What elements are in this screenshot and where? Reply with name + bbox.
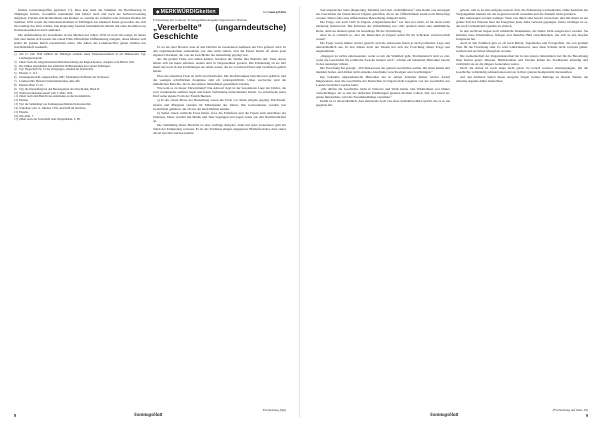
publication-logo-right: Sonntagsblatt [430, 413, 459, 418]
footnote-number: 4) [14, 67, 17, 72]
footnote-text: Zeitzeugenbericht, aufgezeichnet 1987, Manuskript im Besitz des Verfassers. [19, 75, 110, 80]
paragraph: „Dagegen ist nichts einzuwenden, wenn es um die Wahrheit geht. Problematisch wird es erst, wenn die Geschichte für politische Zwecke benutzt wird“, schrieb ein bekannter Historiker bereits in den neunziger Jahren. [316, 53, 450, 66]
paragraph: Der bekannte ungarndeutsche Historiker hat in seinen Arbeiten immer wieder darauf hingewiesen, dass die Geschichte der Deutschen in Ungarn nicht losgelöst von der Geschichte des Landes betrachtet werden kann. [316, 74, 450, 87]
footnote-text: Zitiert nach dem Bericht des Amtmanns an die Kreisbehörde. [19, 94, 92, 99]
right-page-column-2 [456, 8, 588, 406]
byline-author: Georg Kritz [268, 9, 286, 14]
article-headline: „Vererbelte“ (ungarndeutsche) Geschichte [153, 22, 286, 42]
footnote-text: Ebenda. [19, 98, 29, 103]
paragraph: Die Aufarbeitung der Geschichte in den Medien des Jahres 1932 ist noch im Gange. In dieser Zeit aber hatten sich bereits die ersten Fälle öffentlicher Diffamierung ereignet, deren Muster sich später im ganzen Reich wiederholen sollte. Die Akten des Landesarchivs geben darüber nur bruchstückhaft Auskunft. [14, 32, 146, 49]
footnote-number: 7) [14, 78, 17, 83]
paragraph: Es ist ein alter Brauch, dass in den Dörfern zu besonderen Anlässen ein Fest gefeiert wird. In den ungarndeutschen Gemeinden war dies nicht anders, und die Feiern hatten oft einen ganz eigenen Charakter, der von der Geschichte der Ansiedlung geprägt war. [153, 44, 286, 57]
footnote-text: Zitiert nach der Festschrift zum Ortsjubiläum, S. 88. [19, 117, 81, 122]
footnote-text: Stadtverordnetenprotokoll vom 3. März 1932. [19, 90, 74, 95]
paragraph: Über die einzelnen Feste ist nicht viel überliefert. Die Dorfchroniken berichten nur spärlich, und die wenigen schriftlichen Zeugnisse sind oft widersprüchlich. Umso wertvoller sind die mündlichen Berichte, die in den letzten Jahrzehnten gesammelt wurden. [153, 73, 286, 86]
page-number-right: 9 [585, 413, 588, 418]
footnote-text: Zitiert nach der zeitgenössischen Berichterstattung der Regionalpresse, Ausgabe vom Herbst 1931. [19, 59, 136, 64]
footnote-text: Ebenda, S. 14 f. [19, 71, 38, 76]
footnote-number: 8) [14, 82, 17, 87]
footnote-text: Wie Anm. 7. [19, 113, 34, 118]
publication-logo-left: Sonntagsblatt [134, 413, 163, 418]
paragraph: Die Gemeinschaft der Ungarndeutschen hat in den letzten Jahrzehnten viel für die Bewahrung ihrer Kultur getan. Museen, Heimatstuben und Vereine halten die Traditionen lebendig und vermitteln sie an die jüngere Generation weiter. [456, 53, 588, 66]
right-page-column-1 [316, 8, 450, 406]
paragraph: finalen Generalangriffen gipfelten 17). Dies aber hielt die Stimmen der Bevölkerung in Thüringen zurück, woraufhin Gemeinden und Dörfer nach und nach die Selbstverwaltung aufgaben. Fanden sich Rednerinnen und Redner, so wurden sie verhaftet oder mussten fliehen. Im Sommer 1932 waren die Nationalsozialisten in Thüringen zur stärksten Partei geworden, die sich im Landtag das Wort erteilte. Die Regierung Sauckel übernahm die Macht mit einer Koalition aus Nationalsozialisten und Landbund. [14, 8, 146, 33]
footnote-number: 17) [14, 117, 18, 122]
paragraph: Doch die Arbeit ist noch lange nicht getan. Es bedarf weiterer Anstrengungen, um die Geschichte vollständig aufzuarbeiten und sie in ihrer ganzen Komplexität darzustellen. [456, 66, 588, 75]
paragraph: Die Zeitzeugen werden weniger. Viele von ihnen sind bereits verstorben, und mit ihnen ist ein großer Teil des Wissens über die Ereignisse jener Jahre verloren gegangen. Umso wichtiger ist es, die noch vorhandenen Quellen zu sichern. [456, 16, 588, 29]
paragraph: Von ungarischer Seite (Regierung, Medien) wird mit „Schönfärberei“ eine Reihe von Aussagen zur Geschichte der Deutschen in Ungarn getroffen, die in der Öffentlichkeit kaum noch hinterfragt werden. Dabei wäre eine differenzierte Betrachtung dringend nötig. [316, 8, 450, 21]
footnote-text: Die Zahlen entstammen den amtlichen Wahlstatistiken des Landes Thüringen. [19, 63, 111, 68]
continuation-note-right: (Fortsetzung auf Seite 10) [552, 408, 588, 412]
paragraph: Wie kam es zu dieser Entwicklung? Die Antwort liegt in der besonderen Lage der Dörfer, die weit voneinander entfernt lagen und kaum Verbindung untereinander hatten. So entwickelte jedes Dorf seine eigene Form der Feierlichkeiten. [153, 86, 286, 99]
paragraph: a) In der ersten Phase der Besiedlung waren die Feste vor allem religiös geprägt. Kirchweih, Ostern und Pfingsten standen im Mittelpunkt des Jahres. Die Gottesdienste wurden von Geistlichen gehalten, die oft aus der alten Heimat kamen. [153, 98, 286, 111]
paragraph: Die Frage wurde immer wieder gestellt, und die Antworten fielen je nach politischer Lage sehr unterschiedlich aus. In den Jahren nach der Wende hat sich die Forschung dieser Frage neu angenommen. [316, 41, 450, 54]
paragraph: Aber ist es wirklich so, dass die Deutschen in Ungarn selbst für ihr Schicksal verantwortlich waren? [316, 32, 450, 41]
paragraph: Die Frage, wer nach 1945 in Ungarn „Ungarndeutscher“ war und wer nicht, ist bis heute nicht eindeutig beantwortet. Die Kriterien der Volkszählung von 1941 spielten dabei eine unrühmliche Rolle, denn sie dienten später als Grundlage für die Vertreibung. [316, 20, 450, 33]
footnote-number: 11) [14, 94, 18, 99]
footnote-text: Schreiben vom 11. Oktober 1932, Abschrift im Nachlass. [19, 105, 87, 110]
footnote-text: Landesarchiv, Bestand Staatsministerium, Akte 402. [19, 78, 81, 83]
page-number-left: 8 [14, 413, 17, 418]
footnote-text: Vgl. Flugschrift Nr. 12 der Ortsgruppe, erhalten im Stadtarchiv. [19, 67, 94, 72]
footnote-text: Vgl. die Darstellung bei den Herausgebern der Ortschronik, Band II. [19, 86, 100, 91]
footnote-number: 5) [14, 71, 17, 76]
footnote-number: 13) [14, 102, 18, 107]
paragraph: Auf den nächsten Seiten dieser Ausgabe folgen weitere Beiträge zu diesem Thema, die einzelne Aspekte näher beleuchten. [456, 74, 588, 83]
footnote-number: 3) [14, 63, 17, 68]
paragraph: Die Sammlung dieser Berichte ist eine wichtige Aufgabe, denn mit jeder Generation geht ein Stück der Erinnerung verloren. Es ist das Verdienst einiger engagierter Heimatforscher, dass vieles davon bewahrt werden konnte. [153, 123, 286, 136]
footnote-number: 2) [14, 59, 17, 64]
paragraph: Auch in den Familien gibt es oft noch Briefe, Tagebücher und Fotografien, die von großem Wert für die Forschung sind. Es wäre wünschenswert, dass diese Schätze nicht verloren gehen, sondern den Archiven übergeben werden. [456, 41, 588, 54]
byline-prefix: von [262, 9, 268, 14]
paragraph: Damit ist es unverständlich, dass man heute noch von einer Kollektivschuld spricht, die es so nie gegeben hat. [316, 99, 450, 108]
paragraph: „Wir dürfen die Geschichte nicht in Schwarz und Weiß malen. Die Wirklichkeit war immer vielschichtiger, als es uns die einfachen Erklärungen glauben machen wollen. Nur wer bereit ist, genau hinzusehen, wird die Zusammenhänge verstehen.“ [316, 86, 450, 100]
footnote-text: Am 15. Juni 1930 wählten die Thüringer erstmals einen Nationalsozialisten in ein Ministeramt. Vgl. Landtagsprotokolle. [19, 52, 146, 60]
footnote-number: 12) [14, 98, 18, 103]
footnote-number: 14) [14, 105, 18, 110]
footnote-number: 1) [14, 52, 17, 57]
footnote-number: 10) [14, 90, 18, 95]
footnote-number: 15) [14, 109, 18, 114]
footnote-text: Ebenda. [19, 109, 29, 114]
bullet-star-icon: ◆ [156, 8, 160, 14]
footnote-number: 9) [14, 86, 17, 91]
paragraph: b) Später traten weltliche Feste hinzu, etwa die Erntefeste und die Feiern zum Abschluss der Weinlese. Diese wurden mit Musik und Tanz begangen und zogen Gäste aus den Nachbardörfern an. [153, 110, 286, 123]
paragraph: Die Forschung hat gezeigt: „Wir müssen uns der ganzen Geschichte stellen, mit ihren hellen und dunklen Seiten, und dürfen nicht einzelne Abschnitte verschweigen oder beschönigen.“ [316, 66, 450, 75]
paragraph: gelernt, und es ist eine Aufgabe unserer Zeit, die Erinnerung wachzuhalten. Ohne Kenntnis der Vergangenheit können wir die Gegenwart nicht verstehen und die Zukunft nicht gestalten. [456, 8, 588, 17]
article-deck: Fortsetzung des in dieser Sonntagsblatt-Ausgabe begonnenen Themas [153, 18, 247, 23]
footnote-number: 6) [14, 75, 17, 80]
continuation-note-left: Fortsetzung folgt [262, 408, 286, 412]
paragraph: In den Archiven liegen noch zahlreiche Dokumente, die bisher nicht ausgewertet wurden. Sie könnten neue Erkenntnisse bringen und manches Bild zurechtrücken, das sich in den Köpfen festgesetzt hat. [456, 28, 588, 41]
paragraph: Als die großen Treks von Süden kamen, brachten die Siedler ihre Bräuche mit. Viele davon haben sich bis heute erhalten, andere sind in Vergessenheit geraten. Die Erinnerung an sie lebt meist nur noch in den Erzählungen der Alten weiter, die sie von ihren Eltern und Großeltern gehört haben. [153, 57, 286, 74]
footnote-text: Vgl. die Sammlung von Zeitungsausschnitten im Kreisarchiv. [19, 102, 92, 107]
section-kicker-label: MERKWÜRDIGkeiten [160, 8, 216, 15]
footnote-number: 16) [14, 113, 18, 118]
footnote-text: Ebenda, Blatt 17-19. [19, 82, 44, 87]
